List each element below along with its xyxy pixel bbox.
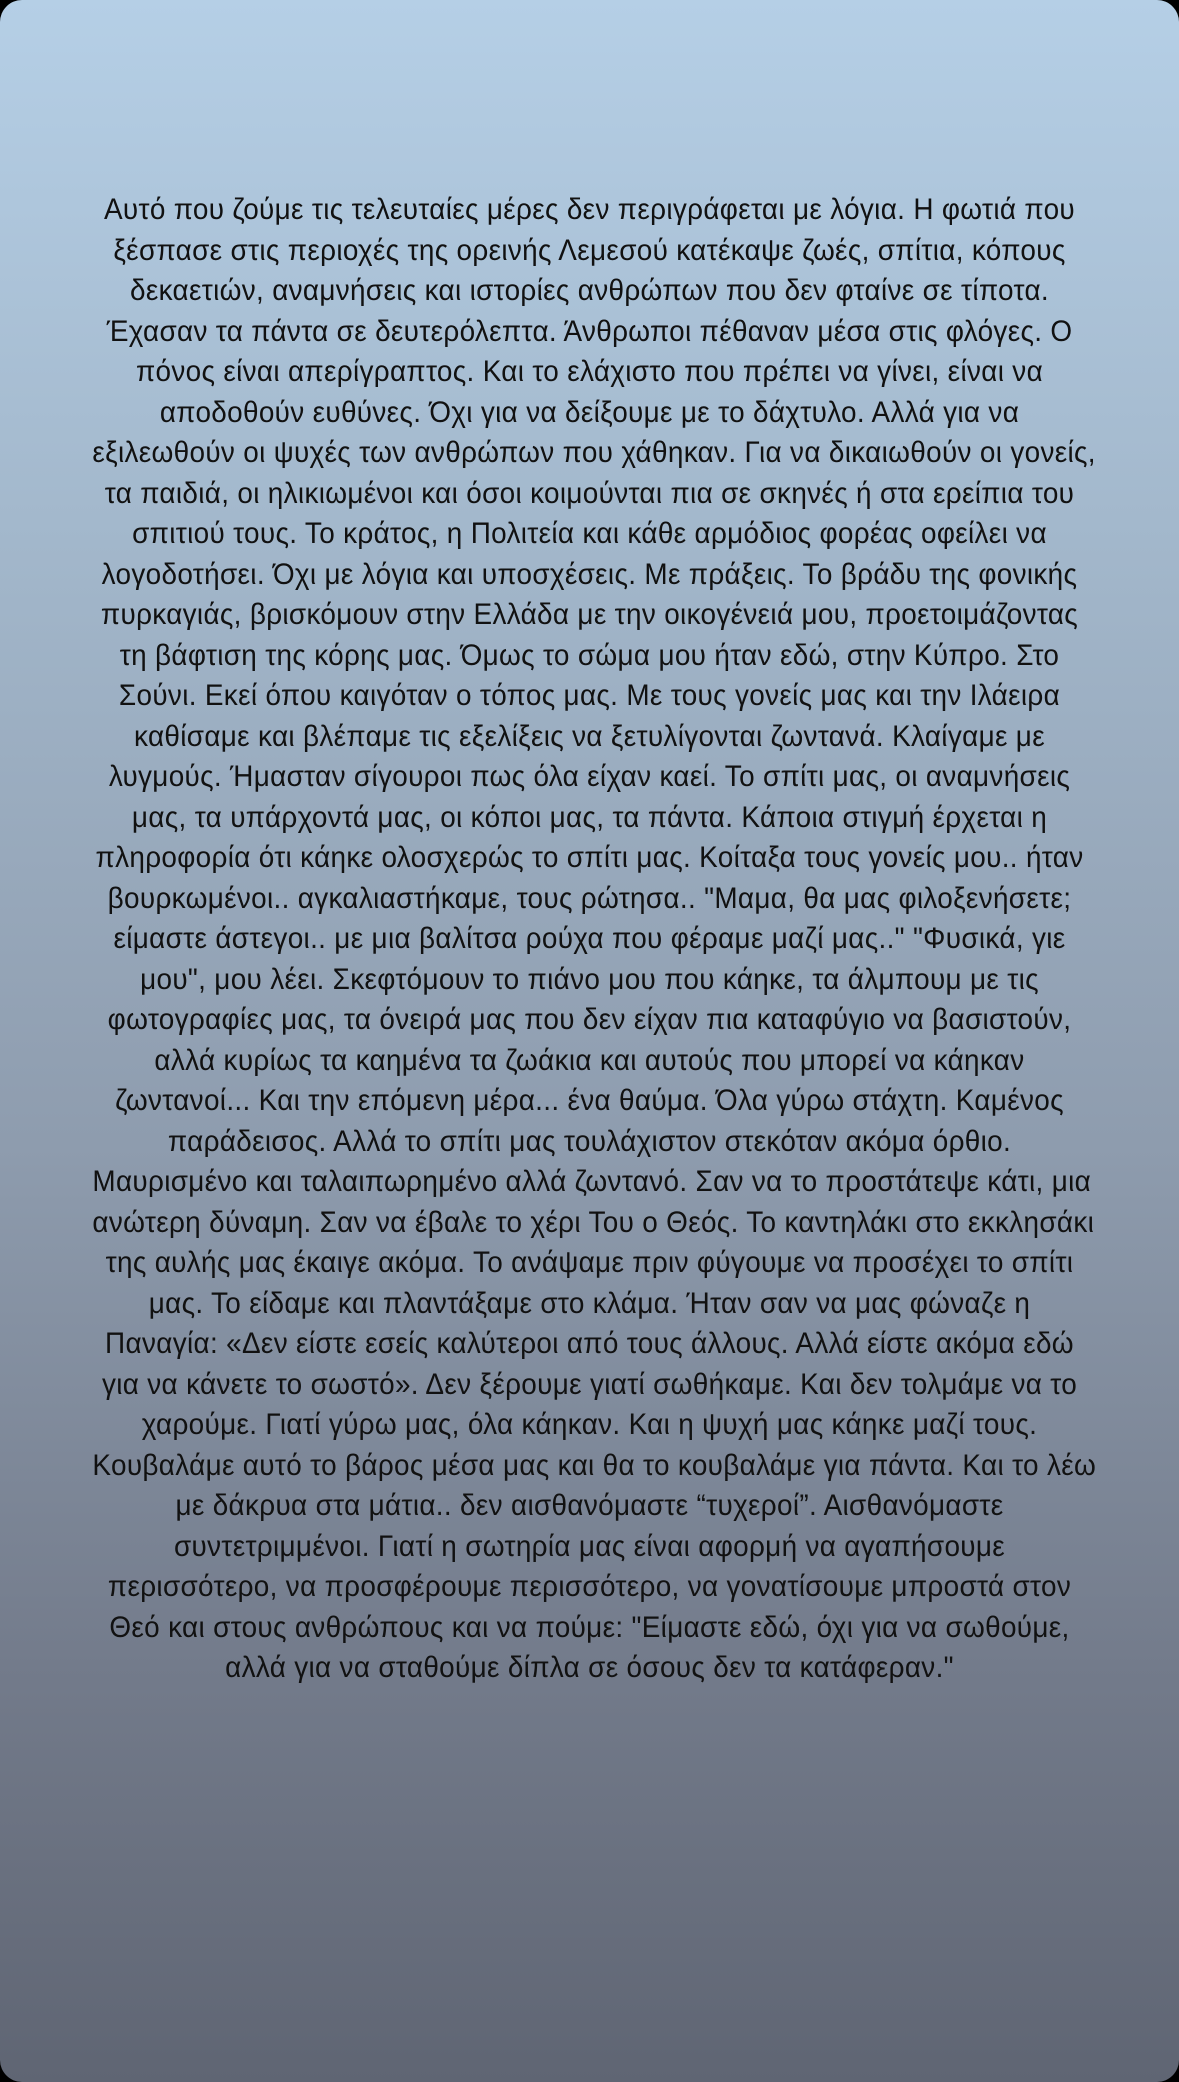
story-line: περισσότερο, να προσφέρουμε περισσότερο, να γονατίσουμε μπροστά στον bbox=[107, 1570, 1072, 1603]
story-line: πυρκαγιάς, βρισκόμουν στην Ελλάδα με την οικογένειά μου, προετοιμάζοντας bbox=[100, 598, 1079, 631]
story-line: Θεό και στους ανθρώπους και να πούμε: "Είμαστε εδώ, όχι για να σωθούμε, bbox=[109, 1610, 1070, 1644]
story-line: Σούνι. Εκεί όπου καιγόταν ο τόπος μας. Με τους γονείς μας και την Ιλάειρα bbox=[118, 679, 1061, 712]
story-line: ξέσπασε στις περιοχές της ορεινής Λεμεσού κατέκαψε ζωές, σπίτια, κόπους bbox=[113, 233, 1066, 267]
story-line: αλλά κυρίως τα καημένα τα ζωάκια και αυτούς που μπορεί να κάηκαν bbox=[154, 1043, 1025, 1077]
story-line: ζωντανοί... Και την επόμενη μέρα... ένα θαύμα. Όλα γύρω στάχτη. Καμένος bbox=[115, 1084, 1064, 1117]
story-line: χαρούμε. Γιατί γύρω μας, όλα κάηκαν. Και η ψυχή μας κάηκε μαζί τους. bbox=[141, 1408, 1038, 1441]
story-line: αλλά για να σταθούμε δίπλα σε όσους δεν τα κατάφεραν." bbox=[225, 1651, 954, 1684]
story-line: καθίσαμε και βλέπαμε τις εξελίξεις να ξετυλίγονται ζωντανά. Κλαίγαμε με bbox=[134, 719, 1045, 753]
story-line: με δάκρυα στα μάτια.. δεν αισθανόμαστε “τυχεροί”. Αισθανόμαστε bbox=[175, 1489, 1004, 1522]
story-text bbox=[92, 190, 1097, 1689]
story-line: μας. Το είδαμε και πλαντάξαμε στο κλάμα. Ήταν σαν να μας φώναζε η bbox=[148, 1286, 1031, 1320]
story-line: λυγμούς. Ήμασταν σίγουροι πως όλα είχαν καεί. Το σπίτι μας, οι αναμνήσεις bbox=[108, 760, 1071, 793]
story-line: πληροφορία ότι κάηκε ολοσχερώς το σπίτι μας. Κοίταξα τους γονείς μου.. ήταν bbox=[95, 841, 1084, 874]
story-line: τη βάφτιση της κόρης μας. Όμως το σώμα μου ήταν εδώ, στην Κύπρο. Στο bbox=[119, 638, 1060, 672]
story-line: βουρκωμένοι.. αγκαλιαστήκαμε, τους ρώτησα.. "Μαμα, θα μας φιλοξενήσετε; bbox=[107, 881, 1072, 915]
story-line: Αυτό που ζούμε τις τελευταίες μέρες δεν περιγράφεται με λόγια. Η φωτιά που bbox=[103, 193, 1076, 226]
story-line: είμαστε άστεγοι.. με μια βαλίτσα ρούχα που φέραμε μαζί μας.." "Φυσικά, γιε bbox=[113, 922, 1066, 955]
story-line: τα παιδιά, οι ηλικιωμένοι και όσοι κοιμούνται πια σε σκηνές ή στα ερείπια του bbox=[104, 476, 1075, 510]
story-line: πόνος είναι απερίγραπτος. Και το ελάχιστο που πρέπει να γίνει, είναι να bbox=[135, 355, 1044, 388]
story-line: αποδοθούν ευθύνες. Όχι για να δείξουμε με το δάχτυλο. Αλλά για να bbox=[159, 395, 1020, 429]
story-line: μου", μου λέει. Σκεφτόμουν το πιάνο μου που κάηκε, τα άλμπουμ με τις bbox=[140, 962, 1039, 996]
story-line: μας, τα υπάρχοντά μας, οι κόποι μας, τα πάντα. Κάποια στιγμή έρχεται η bbox=[131, 800, 1048, 834]
story-line: παράδεισος. Αλλά το σπίτι μας τουλάχιστον στεκόταν ακόμα όρθιο. bbox=[167, 1124, 1012, 1158]
story-line: δεκαετιών, αναμνήσεις και ιστορίες ανθρώπων που δεν φταίνε σε τίποτα. bbox=[130, 274, 1049, 307]
story-line: Έχασαν τα πάντα σε δευτερόλεπτα. Άνθρωποι πέθαναν μέσα στις φλόγες. Ο bbox=[106, 314, 1073, 348]
story-line: λογοδοτήσει. Όχι με λόγια και υποσχέσεις. Με πράξεις. Το βράδυ της φονικής bbox=[101, 557, 1078, 591]
story-line: Μαυρισμένο και ταλαιπωρημένο αλλά ζωντανό. Σαν να το προστάτεψε κάτι, μια bbox=[92, 1165, 1092, 1198]
story-line: Παναγία: «Δεν είστε εσείς καλύτεροι από τους άλλους. Αλλά είστε ακόμα εδώ bbox=[105, 1327, 1074, 1360]
story-line: εξιλεωθούν οι ψυχές των ανθρώπων που χάθηκαν. Για να δικαιωθούν οι γονείς, bbox=[92, 436, 1096, 469]
story-line: σπιτιού τους. Το κράτος, η Πολιτεία και κάθε αρμόδιος φορέας οφείλει να bbox=[132, 517, 1047, 550]
story-line: ανώτερη δύναμη. Σαν να έβαλε το χέρι Του ο Θεός. Το καντηλάκι στο εκκλησάκι bbox=[92, 1205, 1095, 1239]
story-line: φωτογραφίες μας, τα όνειρά μας που δεν είχαν πια καταφύγιο να βασιστούν, bbox=[107, 1003, 1072, 1036]
story-line: συντετριμμένοι. Γιατί η σωτηρία μας είναι αφορμή να αγαπήσουμε bbox=[173, 1529, 1006, 1563]
story-line: Κουβαλάμε αυτό το βάρος μέσα μας και θα το κουβαλάμε για πάντα. Και το λέω bbox=[92, 1448, 1097, 1482]
story-line: της αυλής μας έκαιγε ακόμα. Το ανάψαμε πριν φύγουμε να προσέχει το σπίτι bbox=[105, 1246, 1074, 1279]
story-line: για να κάνετε το σωστό». Δεν ξέρουμε γιατί σωθήκαμε. Και δεν τολμάμε να το bbox=[101, 1367, 1078, 1401]
